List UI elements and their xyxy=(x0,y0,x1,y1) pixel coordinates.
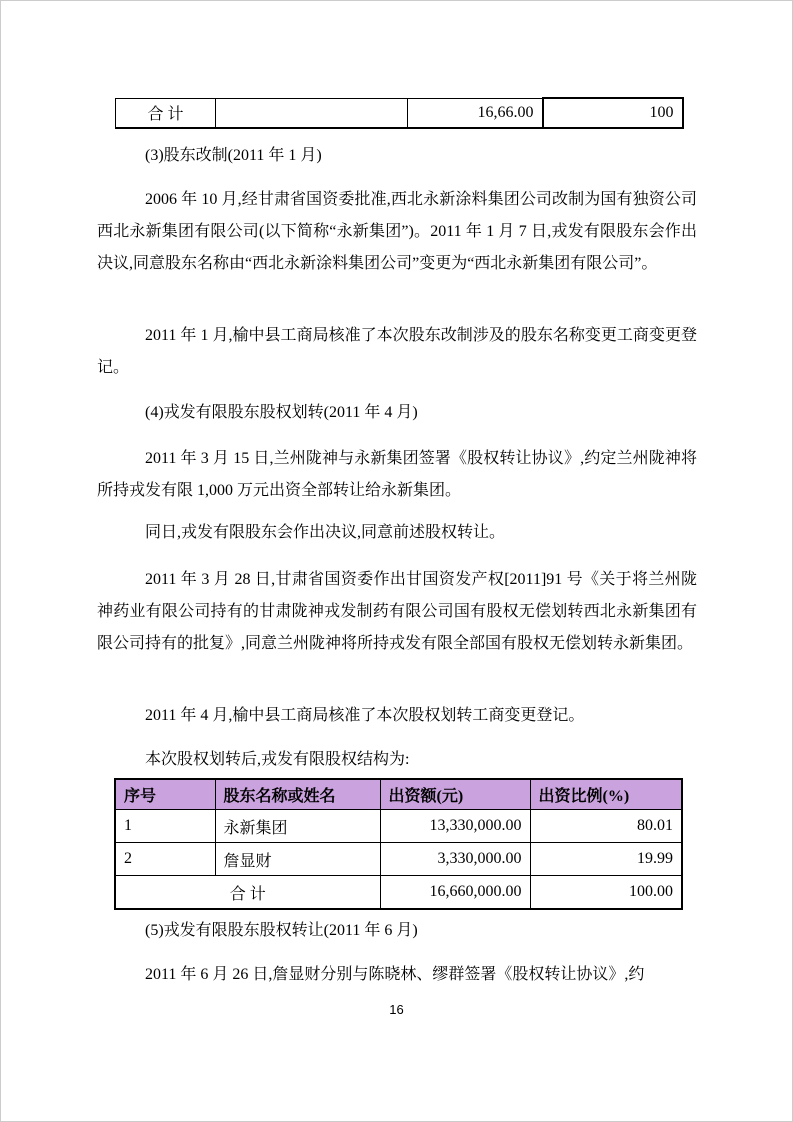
carryover-empty-cell xyxy=(216,98,408,128)
carryover-total-label: 合 计 xyxy=(116,98,216,128)
section-heading-shareholder-reform: (3)股东改制(2011 年 1 月) xyxy=(145,147,322,164)
cell-total-label: 合 计 xyxy=(115,876,380,910)
table-row xyxy=(115,843,682,876)
header-capital-amount: 出资额(元) xyxy=(380,779,530,810)
cell-shareholder: 詹显财 xyxy=(215,843,380,876)
paragraph-registration-approval: 2011 年 4 月,榆中县工商局核准了本次股权划转工商变更登记。 xyxy=(145,707,585,724)
table-row xyxy=(115,810,682,843)
cell-shareholder: 永新集团 xyxy=(215,810,380,843)
header-shareholder-name: 股东名称或姓名 xyxy=(215,779,380,810)
header-serial-number: 序号 xyxy=(115,779,215,810)
header-capital-ratio: 出资比例(%) xyxy=(530,779,682,810)
table-row xyxy=(116,98,683,128)
paragraph-equity-structure-intro: 本次股权划转后,戎发有限股权结构为: xyxy=(145,751,410,768)
paragraph-transfer-agreement: 2011 年 3 月 15 日,兰州陇神与永新集团签署《股权转让协议》,约定兰州陇神将所持戎发有限 1,000 万元出资全部转让给永新集团。 xyxy=(97,450,697,499)
section-heading-equity-transfer: (5)戎发有限股东股权转让(2011 年 6 月) xyxy=(145,922,418,939)
section-heading-equity-transfer-allocation: (4)戎发有限股东股权划转(2011 年 4 月) xyxy=(145,404,418,421)
carryover-amount-cell: 16,66.00 xyxy=(408,98,543,128)
table-total-row xyxy=(115,876,682,910)
cell-amount: 3,330,000.00 xyxy=(380,843,530,876)
paragraph-reform-registration: 2011 年 1 月,榆中县工商局核准了本次股东改制涉及的股东名称变更工商变更登记。 xyxy=(97,327,697,376)
cell-serial: 2 xyxy=(115,843,215,876)
paragraph-reform-details: 2006 年 10 月,经甘肃省国资委批准,西北永新涂料集团公司改制为国有独资公司西北永新集团有限公司(以下简称“永新集团”)。2011 年 1 月 7 日,戎发有限股东会作出决议,同意股东名称由“西北永新涂料集团公司”变更为“西北永新集团有限公司”。 xyxy=(97,191,697,272)
cell-total-percent: 100.00 xyxy=(530,876,682,910)
cell-percent: 19.99 xyxy=(530,843,682,876)
cell-amount: 13,330,000.00 xyxy=(380,810,530,843)
page-number: 16 xyxy=(389,1002,404,1017)
cell-total-amount: 16,660,000.00 xyxy=(380,876,530,910)
cell-percent: 80.01 xyxy=(530,810,682,843)
equity-structure-table xyxy=(114,778,683,910)
carryover-percent-cell: 100 xyxy=(543,98,683,128)
paragraph-transfer-june: 2011 年 6 月 26 日,詹显财分别与陈晓林、缪群签署《股权转让协议》,约 xyxy=(145,966,645,983)
table-header-row xyxy=(115,779,682,810)
carryover-total-table xyxy=(115,97,684,129)
paragraph-shareholder-resolution: 同日,戎发有限股东会作出决议,同意前述股权转让。 xyxy=(145,524,506,541)
cell-serial: 1 xyxy=(115,810,215,843)
paragraph-sasac-approval: 2011 年 3 月 28 日,甘肃省国资委作出甘国资发产权[2011]91 号《关于将兰州陇神药业有限公司持有的甘肃陇神戎发制药有限公司国有股权无偿划转西北永新集团有限公司持有的批复》,同意兰州陇神将所持戎发有限全部国有股权无偿划转永新集团。 xyxy=(97,571,697,652)
